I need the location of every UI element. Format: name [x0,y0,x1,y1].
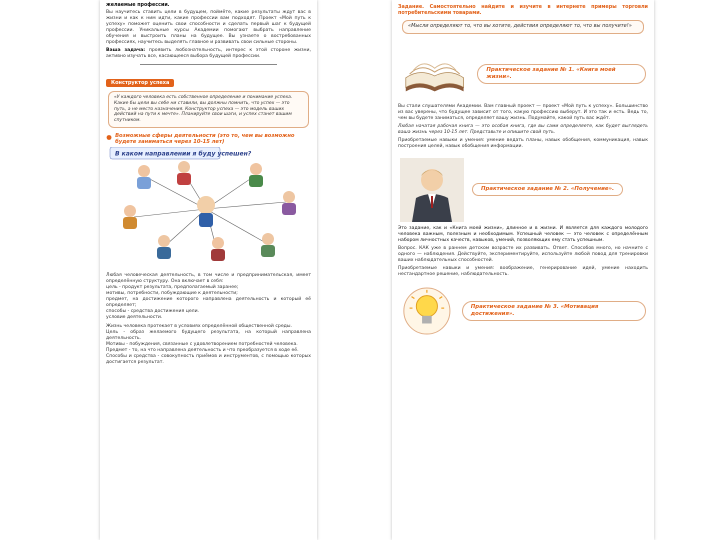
task1-paragraph: Вы стали слушателями Академии. Вам главный проект — проект «Мой путь к успеху». Большинство из вас уверены, что будущее зависит от того, какую профессию выберут. И это так и есть. Ведь то, чем вы будете заниматься, определяет вашу жизнь. Подумайте, какой путь вас ждёт. [398,103,648,121]
definitions-list [100,324,317,366]
profession-figure [197,196,215,227]
definition-line: Жизнь человека протекает в условиях определённой общественной среды. [106,324,292,330]
top-quote: «Мысли определяют то, что вы хотите, действия определяют то, что вы получите!» [402,20,644,34]
businessman-child-icon [400,158,464,222]
mission-paragraph [106,48,311,60]
definition-line: Предмет - то, на что направлена деятельность и что преобразуется в ходе её. [106,348,299,354]
intro-heading: желаемые профессии. [106,3,170,8]
section-divider [140,64,277,65]
definition-line: Цель - образ желаемого будущего результата, на который направлена деятельность. [106,330,311,342]
task3-title: Практическое задание № 3. «Мотивация достижения». [462,301,646,321]
structure-line: цель - продукт результата, предполагаемый заранее; [106,285,239,291]
intro-paragraph: Вы научитесь ставить цели в будущем, поймёте, какие результаты ждут вас в жизни и как к ним идти, какие профессии вам подходят. Проект «Мой путь к успеху» поможет оценить свои способности и сделать первый шаг к будущей профессии. Уникальные курсы Академии помогают выбрать направление обучения и выстроить планы на будущее. Вы узнаете о востребованных профессиях, научитесь выделять главное и развивать свои сильные стороны. [106,10,311,45]
open-book-icon [400,48,469,100]
left-page [100,0,317,540]
task2-skills: Приобретаемые навыки и умения: воображение, генерирование идей, умение находить нестандартное решение, наблюдательность. [398,265,648,277]
right-page [392,0,654,540]
section-tag-success: Конструктор успеха [106,79,174,87]
task1-skills: Приобретаемые навыки и умения: умение ведать планы, навык обобщения, коммуникация, навык построения целей, навык обобщения информации. [398,137,648,149]
structure-line: Любая человеческая деятельность, в том числе и предпринимательская, имеет определённую структуру. Она включает в себя: [106,273,311,285]
spheres-heading: Возможные сферы деятельности (это то, чем вы возможно будете заниматься через 10-15 лет) [115,132,295,146]
definition-line: Мотивы - побуждения, связанные с удовлетворением потребностей человека. [106,342,298,348]
task2-paragraph: Это задание, как и «Книга моей жизни», длинное и в жизни. И является для каждого молодого человека важным, полезным и необходимым. Успешный человек — это человек с определённым набором личностных качеств, навыков, умений, позволяющих ему стать успешным. [398,225,648,243]
task1-paragraph-2: Любая начатая рабочая книга — это особая книга, где вы сами определяете, как будет выглядеть ваша жизнь через 10-15 лет. Представьте и опишите свой путь. [398,123,648,135]
career-spheres-diagram [106,147,311,265]
structure-line: предмет, на достижение которого направлена деятельность и который её определяет; [106,297,311,309]
mission-lead: Ваша задача: [106,48,146,53]
success-quote: «У каждого человека есть собственное определение и понимание успеха. Какие бы цели вы себе ни ставили, вы должны помнить, что успех — это путь, а не место назначения. Конструктор успеха — это модель ваших действий на пути к мечте». Планируйте свои шаги, и успех станет вашим спутником. [108,91,309,128]
light-bulb-icon [400,286,454,336]
mission-text: проявить любознательность, интерес к этой стороне жизни, активно изучать все, касающееся выбора будущей профессии. [106,48,311,59]
structure-list [100,273,317,321]
structure-line: мотивы, потребности, побуждающие к деятельности; [106,291,238,297]
top-task-text: Задание. Самостоятельно найдите и изучите в интернете примеры торговли потребительскими товарами. [398,4,648,16]
task2-title: Практическое задание № 2. «Получение». [472,183,623,196]
diagram-title: В каком направлении я буду успешен? [115,150,252,158]
structure-line: условие деятельности. [106,315,163,321]
structure-line: способы - средства достижения цели. [106,309,200,315]
task2-paragraph-2: Вопрос. КАК уже в раннем детском возрасте их развивать. Ответ. Способов много, но начните с одного — наблюдения. Действуйте, экспериментируйте, используйте любой повод для тренировки ваших наблюдательных способностей. [398,245,648,263]
bullet-icon [106,133,112,142]
task1-title: Практическое задание № 1. «Книга моей жизни». [477,64,646,84]
definition-line: Способы и средства - совокупность приёмов и инструментов, с помощью которых достигается результат. [106,354,311,366]
